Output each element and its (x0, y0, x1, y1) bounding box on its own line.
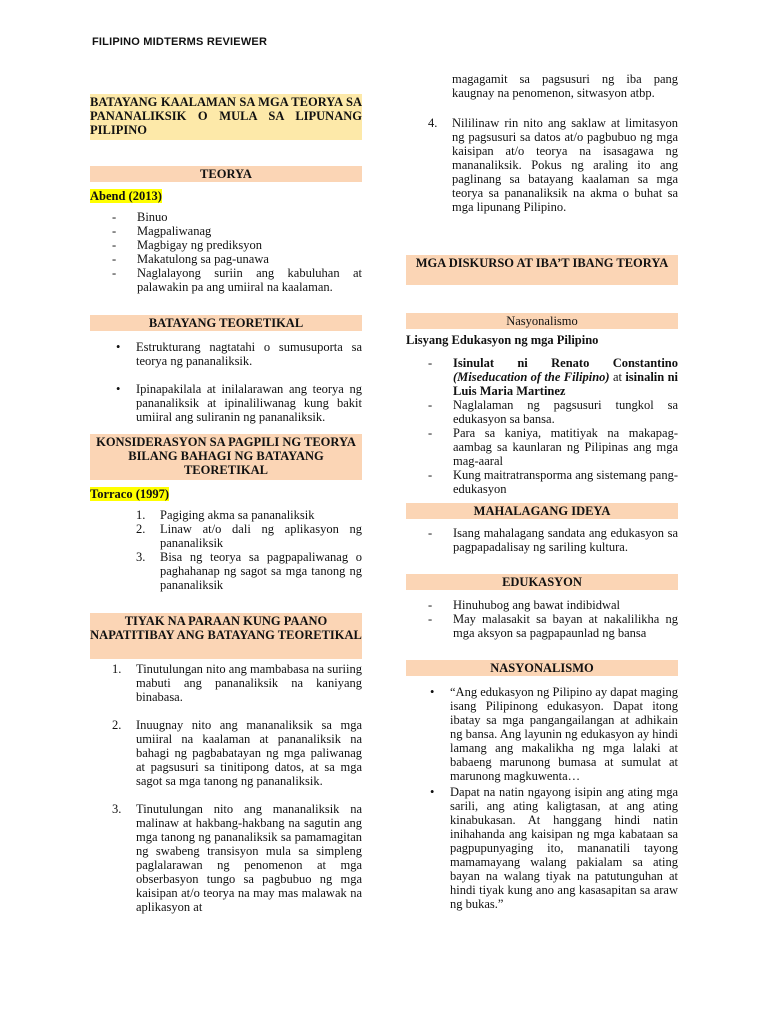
list-item-text: Nililinaw rin nito ang saklaw at limitasyon ng pagsusuri sa datos at/o pagbubuo ng mga kaisipan at/o teorya na isasagawa ng mananaliksik. Pokus ng araling ito ang paglinang sa batayang kaalaman sa mga teorya sa pananaliksik na akma o buhat sa mga lipunang Pilipino. (452, 116, 678, 214)
list-item: 2. Linaw at/o dali ng aplikasyon ng pananaliksik (136, 522, 362, 550)
bullet-icon: • (116, 340, 121, 354)
list-item-text: Tinutulungan nito ang mananaliksik na malinaw at hakbang-hakbang na sagutin ang mga tanong ng pananaliksik sa pamamagitan ng swabeng transisyon mula sa simpleng paglalarawan ng penomenon at mga obserbasyon tungo sa pagbubuo ng mga kaisipan at/o teorya na may mas malawak na aplikasyon at (136, 802, 362, 914)
book-title: (Miseducation of the Filipino) (453, 370, 610, 384)
list-item (114, 340, 362, 368)
list-item: - May malasakit sa bayan at nakalilikha ng mga aksyon sa pagpapaunlad ng bansa (428, 612, 678, 640)
list-item (428, 356, 678, 398)
list-item-text: Tinutulungan nito ang mambabasa na suriing mabuti ang pananaliksik na kaniyang binabasa. (136, 662, 362, 704)
mahalagang-list (428, 526, 678, 554)
nasyonalismo-caps-heading: NASYONALISMO (406, 660, 678, 676)
list-item: - Kung maitratransporma ang sistemang pang-edukasyon (428, 468, 678, 496)
konsiderasyon-list (136, 508, 362, 592)
diskurso-heading: MGA DISKURSO AT IBA’T IBANG TEORYA (406, 255, 678, 285)
continuation-text: magagamit sa pagsusuri ng iba pang kaugnay na penomenon, sitwasyon atbp. (452, 72, 678, 100)
list-item: - Magpaliwanag (112, 224, 362, 238)
bullet-icon: • (430, 685, 435, 699)
document-header: FILIPINO MIDTERMS REVIEWER (92, 36, 268, 48)
list-item (114, 382, 362, 424)
list-item: 1. Tinutulungan nito ang mambabasa na suriing mabuti ang pananaliksik na kaniyang binabasa. (112, 662, 362, 704)
list-item (428, 685, 678, 783)
translator-text: isinalin ni Luis Maria Martinez (453, 370, 678, 398)
list-item: - Isang mahalagang sandata ang edukasyon sa pagpapadalisay ng sariling kultura. (428, 526, 678, 554)
bullet-icon: • (116, 382, 121, 396)
list-item: - Naglalaman ng pagsusuri tungkol sa edukasyon sa bansa. (428, 398, 678, 426)
batayang-teoretikal-heading: BATAYANG TEORETIKAL (90, 315, 362, 331)
list-item-text: Ipinapakilala at inilalarawan ang teorya ng pananaliksik at ipinaliliwanag kung bakit umiiral ang suliranin ng pananaliksik. (136, 382, 362, 424)
edukasyon-list (428, 598, 678, 640)
list-item: - Binuo (112, 210, 362, 224)
list-item: 2. Inuugnay nito ang mananaliksik sa mga umiiral na kaalaman at pananaliksik na bahagi ng pagbabatayan ng mga paliwanag at pagsusuri sa tinitipong datos, at sa mga sagot sa mga tanong ng pananaliksik. (112, 718, 362, 788)
tiyak-heading: TIYAK NA PARAAN KUNG PAANO NAPATITIBAY ANG BATAYANG TEORETIKAL (90, 613, 362, 659)
tiyak-list (112, 662, 362, 914)
list-item: 3. Tinutulungan nito ang mananaliksik na malinaw at hakbang-hakbang na sagutin ang mga tanong ng pananaliksik sa pamamagitan ng swabeng transisyon mula sa simpleng paglalarawan ng penomenon at mga obserbasyon tungo sa pagbubuo ng mga kaisipan at/o teorya na may mas malawak na aplikasyon at (112, 802, 362, 914)
list-item-text: “Ang edukasyon ng Pilipino ay dapat maging isang Pilipinong edukasyon. Dapat itong ibatay sa mga pangangailangan at adhikain ng bansa. Ang layunin ng edukasyon ay hindi lamang ang makalikha ng mga lalaki at babaeng marunong bumasa at sumulat at marunong magkuwenta… (450, 685, 678, 783)
item4-list (428, 116, 678, 214)
list-item: - Makatulong sa pag-unawa (112, 252, 362, 266)
list-item (428, 116, 678, 214)
list-number: 4. (428, 116, 438, 130)
main-title: BATAYANG KAALAMAN SA MGA TEORYA SA PANANALIKSIK O MULA SA LIPUNANG PILIPINO (90, 94, 362, 140)
list-item: - Hinuhubog ang bawat indibidwal (428, 598, 678, 612)
mahalagang-ideya-heading: MAHALAGANG IDEYA (406, 503, 678, 519)
list-item-text: Linaw at/o dali ng aplikasyon ng pananaliksik (160, 522, 362, 550)
nasyonalismo-heading: Nasyonalismo (406, 313, 678, 329)
list-item: 1. Pagiging akma sa pananaliksik (136, 508, 315, 522)
list-item-text: Bisa ng teorya sa pagpapaliwanag o paghahanap ng sagot sa mga tanong ng pananaliksik (160, 550, 362, 592)
lisyang-title: Lisyang Edukasyon ng mga Pilipino (406, 333, 599, 347)
list-item-text: Inuugnay nito ang mananaliksik sa mga umiiral na kaalaman at pananaliksik na bahagi ng pagbabatayan ng mga paliwanag at pagsusuri sa tinitipong datos, at sa mga sagot sa mga tanong ng pananaliksik. (136, 718, 362, 788)
list-item-text: Pagiging akma sa pananaliksik (160, 508, 315, 522)
list-item: 3. Bisa ng teorya sa pagpapaliwanag o paghahanap ng sagot sa mga tanong ng pananaliksik (136, 550, 362, 592)
teorya-list (112, 210, 362, 294)
list-item: - Naglalayong suriin ang kabuluhan at palawakin pa ang umiiral na kaalaman. (112, 266, 362, 294)
abend-source: Abend (2013) (90, 189, 162, 203)
teorya-heading: TEORYA (90, 166, 362, 182)
author-text: Isinulat ni Renato Constantino (453, 356, 678, 370)
lisyang-list (428, 356, 678, 496)
nasyonalismo-list (428, 685, 678, 911)
edukasyon-heading: EDUKASYON (406, 574, 678, 590)
list-item-text: Estrukturang nagtatahi o sumusuporta sa teorya ng pananaliksik. (136, 340, 362, 368)
list-item (428, 785, 678, 911)
list-item: - Para sa kaniya, matitiyak na makapag-aambag sa kaunlaran ng Pilipinas ang mga mag-aaral (428, 426, 678, 468)
konsiderasyon-heading: KONSIDERASYON SA PAGPILI NG TEORYA BILANG BAHAGI NG BATAYANG TEORETIKAL (90, 434, 362, 480)
bullet-icon: • (430, 785, 435, 799)
connector-text: at (609, 370, 626, 384)
list-item: - Magbigay ng prediksyon (112, 238, 362, 252)
batayang-teoretikal-list (114, 340, 362, 424)
list-item-text: Dapat na natin ngayong isipin ang ating mga sarili, ang ating kaligtasan, at ang ating kinabukasan. At hanggang hindi natin inihahanda ang kaisipan ng mga kabataan sa pagpupunyaging ito, mananatili tayong mamamayang walang pakialam sa ating bayan na walang tiyak na patutunguhan at hindi tiyak kung ano ang kasasapitan sa araw ng bukas.” (450, 785, 678, 911)
torraco-source: Torraco (1997) (90, 487, 170, 501)
